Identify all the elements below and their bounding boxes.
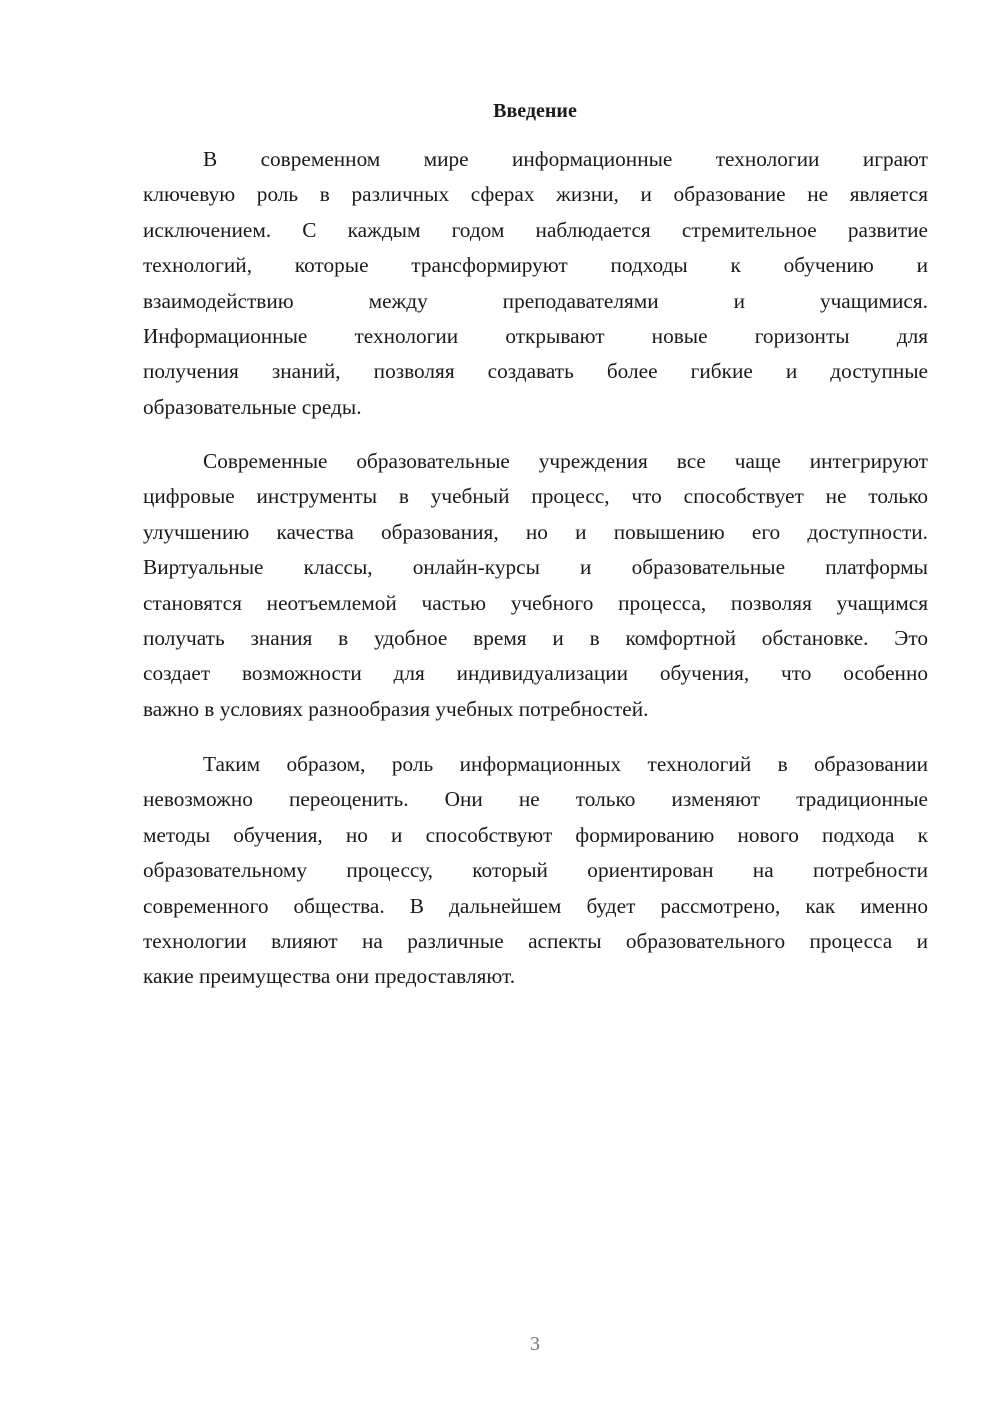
- paragraph-1: [143, 142, 928, 425]
- text-line: получения знаний, позволяя создавать более гибкие и доступные: [143, 359, 928, 384]
- section-title: Введение: [493, 100, 577, 122]
- text-line: Виртуальные классы, онлайн-курсы и образовательные платформы: [143, 555, 928, 580]
- page-number: 3: [530, 1333, 540, 1355]
- text-line: исключением. С каждым годом наблюдается стремительное развитие: [143, 217, 928, 242]
- paragraph-2: [143, 444, 928, 727]
- text-line: становятся неотъемлемой частью учебного процесса, позволяя учащимся: [143, 590, 928, 615]
- text-line: ключевую роль в различных сферах жизни, и образование не является: [143, 182, 928, 207]
- text-line: технологий, которые трансформируют подходы к обучению и: [143, 253, 928, 278]
- text-line: какие преимущества они предоставляют.: [143, 964, 516, 989]
- text-line: важно в условиях разнообразия учебных потребностей.: [143, 696, 649, 721]
- text-line: Информационные технологии открывают новые горизонты для: [143, 323, 928, 348]
- text-line: создает возможности для индивидуализации обучения, что особенно: [143, 661, 928, 686]
- text-line: образовательные среды.: [143, 394, 362, 419]
- text-line: улучшению качества образования, но и повышению его доступности.: [143, 519, 928, 544]
- text-line: Современные образовательные учреждения все чаще интегрируют: [203, 449, 928, 473]
- text-line: В современном мире информационные технологии играют: [203, 147, 928, 171]
- text-line: Таким образом, роль информационных технологий в образовании: [203, 752, 928, 776]
- text-line: методы обучения, но и способствуют формированию нового подхода к: [143, 822, 928, 847]
- text-line: получать знания в удобное время и в комфортной обстановке. Это: [143, 625, 928, 650]
- text-line: образовательному процессу, который ориентирован на потребности: [143, 858, 928, 883]
- text-line: цифровые инструменты в учебный процесс, что способствует не только: [143, 484, 928, 509]
- text-line: современного общества. В дальнейшем будет рассмотрено, как именно: [143, 893, 928, 918]
- paragraph-3: [143, 747, 928, 995]
- text-line: невозможно переоценить. Они не только изменяют традиционные: [143, 787, 928, 812]
- text-line: технологии влияют на различные аспекты образовательного процесса и: [143, 928, 928, 953]
- text-line: взаимодействию между преподавателями и учащимися.: [143, 288, 928, 313]
